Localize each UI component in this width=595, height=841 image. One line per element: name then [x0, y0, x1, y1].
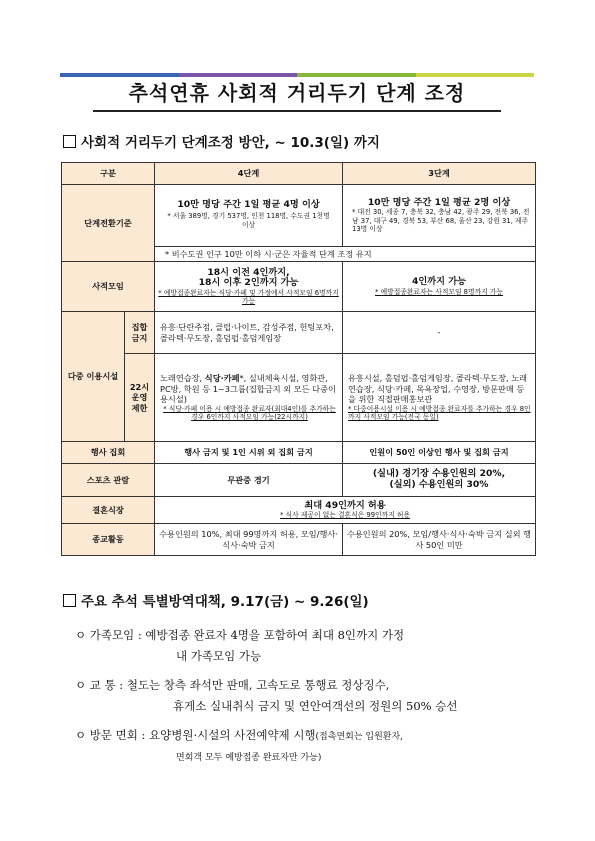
- cell-private-level3: [343, 262, 536, 312]
- bullet-transport-line1: ㅇ 교 통 : 철도는 창측 좌석만 판매, 고속도로 통행료 정상징수,: [75, 678, 390, 692]
- row-label-religion: 종교활동: [62, 524, 155, 556]
- curfew-level3-note: * 다중이용시설 이용 시 예방접종 완료자를 추가하는 경우 8인까지 사적모임 가능(전국 동일): [348, 404, 531, 422]
- cell-events-level4: 행사 금지 및 1인 시위 외 집회 금지: [155, 442, 343, 464]
- cell-sports-level4: 무관중 경기: [155, 464, 343, 497]
- row-label-criteria: 단계전환기준: [62, 185, 155, 262]
- cell-wedding: [155, 497, 536, 524]
- row-label-facilities: 다중 이용시설: [62, 312, 125, 442]
- header-level3: 3단계: [343, 163, 536, 185]
- cell-banned-level3: -: [343, 312, 536, 354]
- private-level4-main2: 18시 이후 2인까지 가능: [198, 277, 299, 289]
- sports-level3-outdoor: (실외) 수용인원의 30%: [389, 479, 489, 490]
- curfew-level4-text: [160, 373, 339, 405]
- curfew-level3-text: 유흥시설, 홀덤펍·홀덤게임장, 콜라텍·무도장, 노래연습장, 식당·카페, 목욕장업, 수영장, 방문판매 등을 위한 직접판매홍보관: [348, 373, 528, 405]
- table-row-events: [62, 442, 536, 464]
- title-color-bar: [60, 73, 534, 77]
- table-row-facilities-curfew: [62, 354, 536, 442]
- private-level3-note: * 예방접종완료자는 사적모임 8명까지 가능: [375, 287, 503, 296]
- table-row-facilities-banned: [62, 312, 536, 354]
- page-title: 추석연휴 사회적 거리두기 단계 조정: [128, 81, 466, 105]
- bullet-visit-text: ㅇ 방문 면회 : 요양병원·시설의 사전예약제 시행: [75, 728, 316, 742]
- bullet-list: [75, 625, 457, 769]
- row-label-private-gathering: 사적모임: [62, 262, 155, 312]
- cell-criteria-level4: [155, 185, 343, 247]
- section-heading-1-text: 사회적 거리두기 단계조정 방안, ~ 10.3(일) 까지: [81, 135, 380, 151]
- section-heading-1: [63, 134, 380, 152]
- color-bar-segment-green: [297, 73, 416, 77]
- row-label-curfew: 22시 운영 제한: [125, 354, 155, 442]
- bullet-transport-line2: 휴게소 실내취식 금지 및 연안여객선의 정원의 50% 승선: [173, 699, 458, 713]
- curfew-level4-text-2: *, 실내체육시설, 영화관, PC방, 학원 등 1~3그룹(집합금지 외 모든 다중이용시설): [160, 373, 336, 405]
- section-heading-2-text: 주요 추석 특별방역대책, 9.17(금) ~ 9.26(일): [81, 594, 369, 610]
- private-level4-main1: 18시 이전 4인까지,: [207, 266, 290, 278]
- checkbox-square-icon: [63, 594, 76, 607]
- criteria-level3-note: * 대전 30, 세종 7, 충북 32, 충남 42, 광주 29, 전북 36, 전남 37, 대구 49, 경북 53, 부산 68, 울산 23, 강원 31, 제주 13명 이상: [352, 208, 530, 233]
- wedding-main: 최대 49인까지 허용: [304, 499, 386, 511]
- cell-events-level3: 인원이 50인 이상인 행사 및 집회 금지: [343, 442, 536, 464]
- table-row-criteria: [62, 185, 536, 247]
- section-heading-2: [63, 593, 369, 611]
- header-level4: 4단계: [155, 163, 343, 185]
- bullet-visit-line2: 면회객 모두 예방접종 완료자만 가능): [176, 753, 322, 763]
- checkbox-square-icon: [63, 135, 76, 148]
- table-row-wedding: [62, 497, 536, 524]
- cell-private-level4: [155, 262, 343, 312]
- table-row-sports: [62, 464, 536, 497]
- distancing-table: [61, 162, 536, 556]
- header-category: 구분: [62, 163, 155, 185]
- row-label-banned: 집합 금지: [125, 312, 155, 354]
- cell-religion-level4: 수용인원의 10%, 최대 99명까지 허용, 모임/행사·식사·숙박 금지: [155, 524, 343, 556]
- curfew-level4-bold: 식당·카페: [204, 373, 240, 384]
- bullet-visit-small: (접촉면회는 입원환자,: [315, 732, 404, 742]
- private-level3-main: 4인까지 가능: [412, 276, 466, 287]
- private-level4-note: * 예방접종완료자는 식당·카페 및 가정에서 사적모임 6명까지 가능: [158, 288, 339, 306]
- cell-curfew-level4: [155, 354, 343, 442]
- table-row-private-gathering: [62, 262, 536, 312]
- sports-level3-indoor: (실내) 경기장 수용인원의 20%,: [372, 468, 506, 480]
- color-bar-segment-yellow: [416, 73, 535, 77]
- criteria-level4-main: 10만 명당 주간 1일 평균 4명 이상: [177, 198, 320, 210]
- curfew-level4-note: * 식당·카페 이용 시 예방접종 완료자(최대4인)를 추가하는 경우 6인까지 사적모임 가능(22시까지): [163, 404, 336, 422]
- cell-banned-level4: 유흥·단란주점, 클럽·나이트, 감성주점, 헌팅포차, 콜라텍·무도장, 홀덤펍·홀덤게임장: [155, 312, 343, 354]
- criteria-level3-main: 10만 명당 주간 1일 평균 2명 이상: [367, 196, 511, 208]
- cell-criteria-level3: [343, 185, 536, 247]
- table-header-row: [62, 163, 536, 185]
- criteria-level4-note: * 서울 389명, 경기 537명, 인천 118명, 수도권 1천명 이상: [167, 212, 330, 229]
- cell-religion-level3: 수용인원의 20%, 모임/행사·식사·숙박 금지 실외 행사 50인 미만: [343, 524, 536, 556]
- table-row-religion: [62, 524, 536, 556]
- wedding-note: * 식사 제공이 없는 결혼식은 99인까지 허용: [279, 511, 411, 520]
- row-label-events: 행사 집회: [62, 442, 155, 464]
- bullet-visit-line1: [75, 725, 457, 748]
- cell-sports-level3: [343, 464, 536, 497]
- bullet-family-line1: ㅇ 가족모임 : 예방접종 완료자 4명을 포함하여 최대 8인까지 가정: [75, 628, 405, 642]
- color-bar-segment-blue: [60, 73, 179, 77]
- criteria-common-note: * 비수도권 인구 10만 이하 시·군은 자율적 단계 조정 유지: [155, 247, 536, 262]
- cell-curfew-level3: [343, 354, 536, 442]
- row-label-sports: 스포츠 관람: [62, 464, 155, 497]
- row-label-wedding: 결혼식장: [62, 497, 155, 524]
- title-underline: [93, 110, 501, 112]
- curfew-level4-text-1: 노래연습장,: [160, 373, 205, 384]
- color-bar-segment-purple: [179, 73, 298, 77]
- bullet-family-line2: 내 가족모임 가능: [176, 649, 262, 663]
